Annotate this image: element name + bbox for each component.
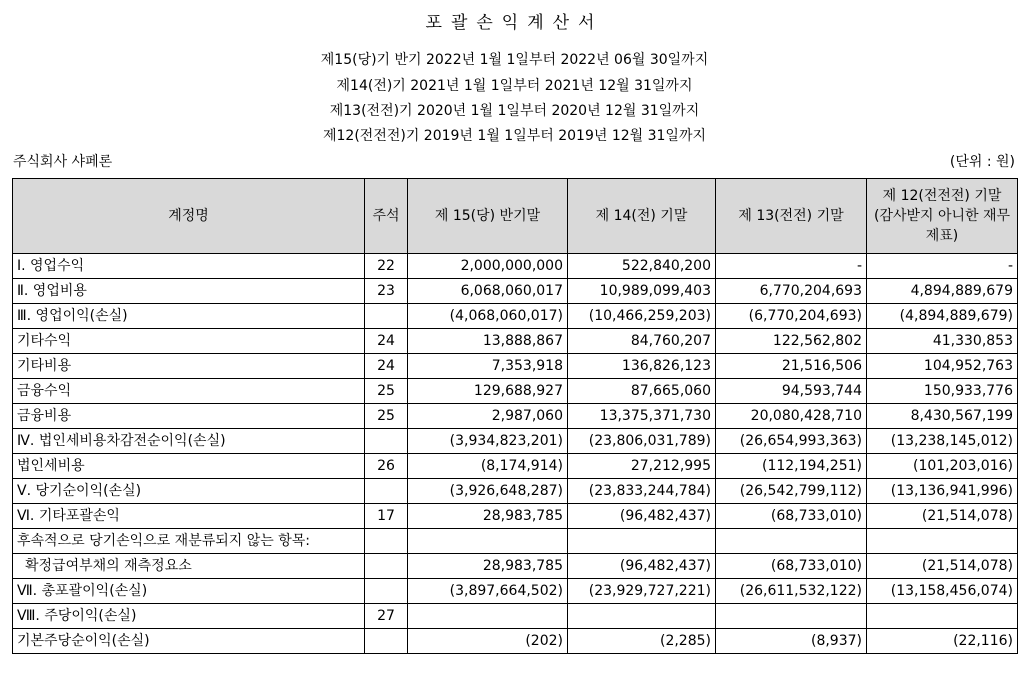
header-period-14: 제 14(전) 기말: [568, 179, 716, 254]
table-header-row: [13, 179, 1018, 254]
value-cell-13: 21,516,506: [716, 354, 867, 379]
period-prior: 제14(전)기 2021년 1월 1일부터 2021년 12월 31일까지: [336, 78, 693, 94]
value-cell-14: (23,806,031,789): [568, 429, 716, 454]
value-cell-15: (4,068,060,017): [408, 304, 568, 329]
account-cell: Ⅵ. 기타포괄손익: [13, 504, 365, 529]
table-row: [13, 554, 1018, 579]
table-row: [13, 329, 1018, 354]
table-row: [13, 529, 1018, 554]
table-row: [13, 279, 1018, 304]
account-cell: 후속적으로 당기손익으로 재분류되지 않는 항목:: [13, 529, 365, 554]
value-cell-14: 136,826,123: [568, 354, 716, 379]
header-period-13: 제 13(전전) 기말: [716, 179, 867, 254]
note-cell: [365, 304, 408, 329]
value-cell-12: [867, 529, 1018, 554]
value-cell-13: [716, 604, 867, 629]
table-row: [13, 304, 1018, 329]
value-cell-14: (23,833,244,784): [568, 479, 716, 504]
account-cell: 기타수익: [13, 329, 365, 354]
table-row: [13, 579, 1018, 604]
value-cell-15: (3,934,823,201): [408, 429, 568, 454]
note-cell: [365, 629, 408, 654]
table-row: [13, 254, 1018, 279]
value-cell-12: (4,894,889,679): [867, 304, 1018, 329]
account-cell: Ⅴ. 당기순이익(손실): [13, 479, 365, 504]
value-cell-12: (21,514,078): [867, 554, 1018, 579]
account-cell: Ⅰ. 영업수익: [13, 254, 365, 279]
value-cell-13: (6,770,204,693): [716, 304, 867, 329]
note-cell: [365, 529, 408, 554]
value-cell-12: (101,203,016): [867, 454, 1018, 479]
account-cell: 기타비용: [13, 354, 365, 379]
value-cell-13: -: [716, 254, 867, 279]
value-cell-14: (96,482,437): [568, 554, 716, 579]
value-cell-14: 522,840,200: [568, 254, 716, 279]
value-cell-15: [408, 604, 568, 629]
value-cell-12: 4,894,889,679: [867, 279, 1018, 304]
note-cell: 26: [365, 454, 408, 479]
unit-label: (단위 : 원): [949, 154, 1015, 170]
table-row: [13, 504, 1018, 529]
period-prior-3: 제12(전전전)기 2019년 1월 1일부터 2019년 12월 31일까지: [323, 128, 706, 144]
value-cell-13: 122,562,802: [716, 329, 867, 354]
document-title: 포괄손익계산서: [425, 13, 604, 33]
table-row: [13, 454, 1018, 479]
table-row: [13, 404, 1018, 429]
value-cell-15: [408, 529, 568, 554]
value-cell-14: (23,929,727,221): [568, 579, 716, 604]
value-cell-13: (68,733,010): [716, 554, 867, 579]
period-current: 제15(당)기 반기 2022년 1월 1일부터 2022년 06월 30일까지: [320, 52, 709, 68]
value-cell-15: (3,897,664,502): [408, 579, 568, 604]
value-cell-12: (13,158,456,074): [867, 579, 1018, 604]
value-cell-15: 2,000,000,000: [408, 254, 568, 279]
header-period-15: 제 15(당) 반기말: [408, 179, 568, 254]
account-cell: Ⅱ. 영업비용: [13, 279, 365, 304]
value-cell-15: 2,987,060: [408, 404, 568, 429]
value-cell-12: 41,330,853: [867, 329, 1018, 354]
value-cell-13: 94,593,744: [716, 379, 867, 404]
value-cell-12: 8,430,567,199: [867, 404, 1018, 429]
value-cell-12: (21,514,078): [867, 504, 1018, 529]
table-body: [13, 254, 1018, 654]
note-cell: 23: [365, 279, 408, 304]
header-account: 계정명: [13, 179, 365, 254]
value-cell-14: 87,665,060: [568, 379, 716, 404]
value-cell-13: 20,080,428,710: [716, 404, 867, 429]
value-cell-12: (13,136,941,996): [867, 479, 1018, 504]
account-cell: 확정급여부채의 재측정요소: [13, 554, 365, 579]
header-period-12: 제 12(전전전) 기말 (감사받지 아니한 재무제표): [867, 179, 1018, 254]
value-cell-14: 13,375,371,730: [568, 404, 716, 429]
value-cell-15: (3,926,648,287): [408, 479, 568, 504]
value-cell-12: (22,116): [867, 629, 1018, 654]
account-cell: 금융비용: [13, 404, 365, 429]
note-cell: 25: [365, 404, 408, 429]
table-row: [13, 604, 1018, 629]
value-cell-14: 27,212,995: [568, 454, 716, 479]
value-cell-13: [716, 529, 867, 554]
value-cell-15: 129,688,927: [408, 379, 568, 404]
note-cell: 17: [365, 504, 408, 529]
note-cell: [365, 579, 408, 604]
account-cell: 금융수익: [13, 379, 365, 404]
table-row: [13, 629, 1018, 654]
value-cell-14: [568, 529, 716, 554]
value-cell-14: (2,285): [568, 629, 716, 654]
value-cell-13: 6,770,204,693: [716, 279, 867, 304]
account-cell: Ⅷ. 주당이익(손실): [13, 604, 365, 629]
value-cell-13: (68,733,010): [716, 504, 867, 529]
value-cell-15: (202): [408, 629, 568, 654]
value-cell-12: 104,952,763: [867, 354, 1018, 379]
value-cell-13: (26,654,993,363): [716, 429, 867, 454]
table-row: [13, 379, 1018, 404]
value-cell-15: 13,888,867: [408, 329, 568, 354]
value-cell-14: 10,989,099,403: [568, 279, 716, 304]
income-statement-table: [12, 178, 1018, 654]
note-cell: 24: [365, 329, 408, 354]
value-cell-15: 7,353,918: [408, 354, 568, 379]
company-name: 주식회사 샤페론: [13, 154, 113, 170]
account-cell: 법인세비용: [13, 454, 365, 479]
account-cell: Ⅳ. 법인세비용차감전순이익(손실): [13, 429, 365, 454]
value-cell-13: (112,194,251): [716, 454, 867, 479]
note-cell: [365, 554, 408, 579]
value-cell-14: (10,466,259,203): [568, 304, 716, 329]
value-cell-13: (26,611,532,122): [716, 579, 867, 604]
account-cell: 기본주당순이익(손실): [13, 629, 365, 654]
note-cell: [365, 429, 408, 454]
value-cell-12: 150,933,776: [867, 379, 1018, 404]
table-row: [13, 354, 1018, 379]
note-cell: 27: [365, 604, 408, 629]
table-row: [13, 479, 1018, 504]
value-cell-15: 28,983,785: [408, 554, 568, 579]
period-prior-2: 제13(전전)기 2020년 1월 1일부터 2020년 12월 31일까지: [329, 103, 700, 119]
value-cell-12: (13,238,145,012): [867, 429, 1018, 454]
note-cell: 22: [365, 254, 408, 279]
value-cell-15: (8,174,914): [408, 454, 568, 479]
table-row: [13, 429, 1018, 454]
account-cell: Ⅶ. 총포괄이익(손실): [13, 579, 365, 604]
value-cell-12: [867, 604, 1018, 629]
note-cell: 25: [365, 379, 408, 404]
value-cell-13: (26,542,799,112): [716, 479, 867, 504]
value-cell-15: 6,068,060,017: [408, 279, 568, 304]
note-cell: [365, 479, 408, 504]
note-cell: 24: [365, 354, 408, 379]
account-cell: Ⅲ. 영업이익(손실): [13, 304, 365, 329]
value-cell-14: (96,482,437): [568, 504, 716, 529]
value-cell-14: 84,760,207: [568, 329, 716, 354]
header-note: 주석: [365, 179, 408, 254]
value-cell-14: [568, 604, 716, 629]
value-cell-15: 28,983,785: [408, 504, 568, 529]
value-cell-12: -: [867, 254, 1018, 279]
value-cell-13: (8,937): [716, 629, 867, 654]
